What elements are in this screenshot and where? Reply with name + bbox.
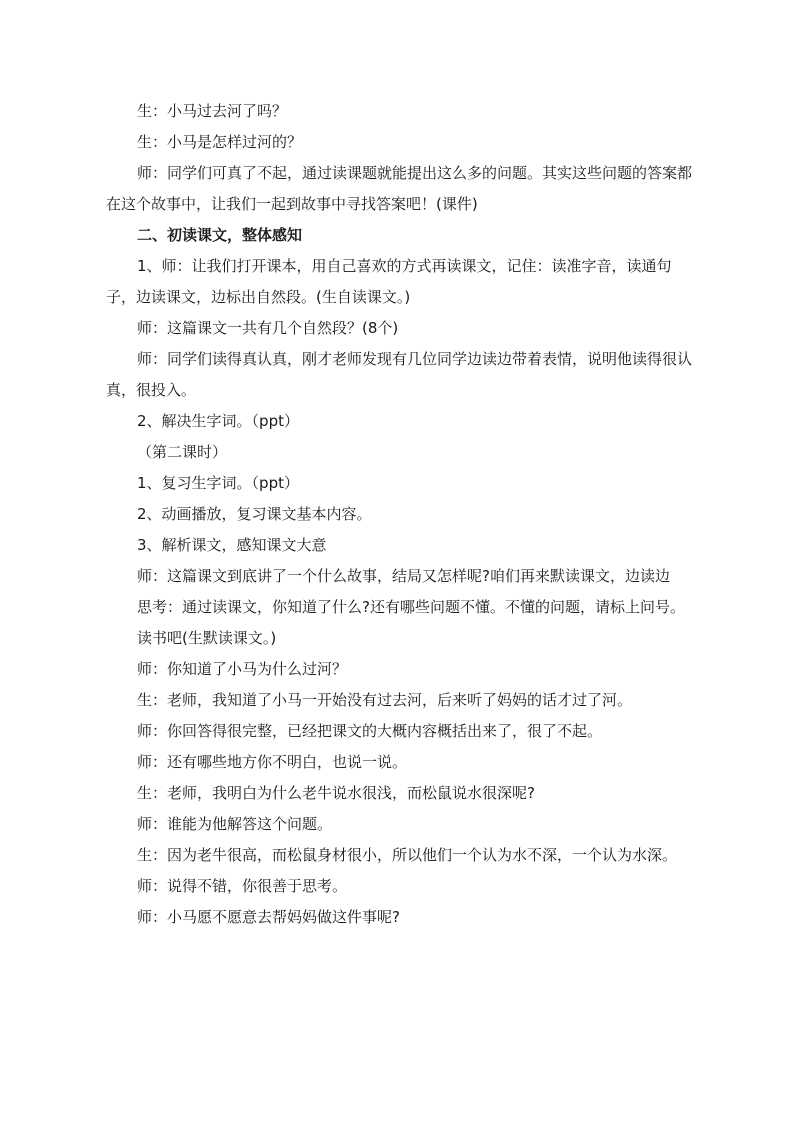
paragraph: 1、复习生字词。（ppt）	[137, 474, 299, 492]
paragraph: 师：同学们读得真认真，刚才老师发现有几位同学边读边带着表情，说明他读得很认真，很投入。	[106, 350, 693, 399]
paragraph: 师：还有哪些地方你不明白，也说一说。	[137, 753, 408, 771]
paragraph: 3、解析课文，感知课文大意	[137, 536, 327, 554]
document-body	[106, 96, 694, 933]
lesson-label: （第二课时）	[137, 443, 228, 461]
paragraph: 师：这篇课文到底讲了一个什么故事，结局又怎样呢?咱们再来默读课文，边读边	[137, 567, 670, 585]
paragraph: 2、解决生字词。（ppt）	[137, 412, 299, 430]
paragraph: 师：同学们可真了不起，通过读课题就能提出这么多的问题。其实这些问题的答案都在这个故事中，让我们一起到故事中寻找答案吧！(课件)	[106, 164, 693, 213]
paragraph: 生：小马过去河了吗？	[137, 102, 288, 120]
paragraph: 师：说得不错，你很善于思考。	[137, 877, 348, 895]
paragraph: 师：你回答得很完整，已经把课文的大概内容概括出来了，很了不起。	[137, 722, 603, 740]
paragraph: 师：小马愿不愿意去帮妈妈做这件事呢?	[137, 908, 400, 926]
paragraph: 师：你知道了小马为什么过河？	[137, 660, 348, 678]
paragraph: 师：这篇课文一共有几个自然段？(8个)	[137, 319, 399, 337]
paragraph: 思考：通过读课文，你知道了什么?还有哪些问题不懂。不懂的问题，请标上问号。读书吧(生默读课文。)	[137, 598, 685, 647]
paragraph: 师：谁能为他解答这个问题。	[137, 815, 333, 833]
paragraph: 生：老师，我明白为什么老牛说水很浅，而松鼠说水很深呢?	[137, 784, 535, 802]
paragraph: 生：因为老牛很高，而松鼠身材很小，所以他们一个认为水不深，一个认为水深。	[137, 846, 678, 864]
paragraph: 生：小马是怎样过河的？	[137, 133, 303, 151]
paragraph: 2、动画播放，复习课文基本内容。	[137, 505, 372, 523]
paragraph: 生：老师，我知道了小马一开始没有过去河，后来听了妈妈的话才过了河。	[137, 691, 633, 709]
paragraph: 1、师：让我们打开课本，用自己喜欢的方式再读课文，记住：读准字音，读通句子，边读课文，边标出自然段。(生自读课文。)	[106, 257, 672, 306]
section-heading: 二、初读课文，整体感知	[137, 226, 303, 244]
